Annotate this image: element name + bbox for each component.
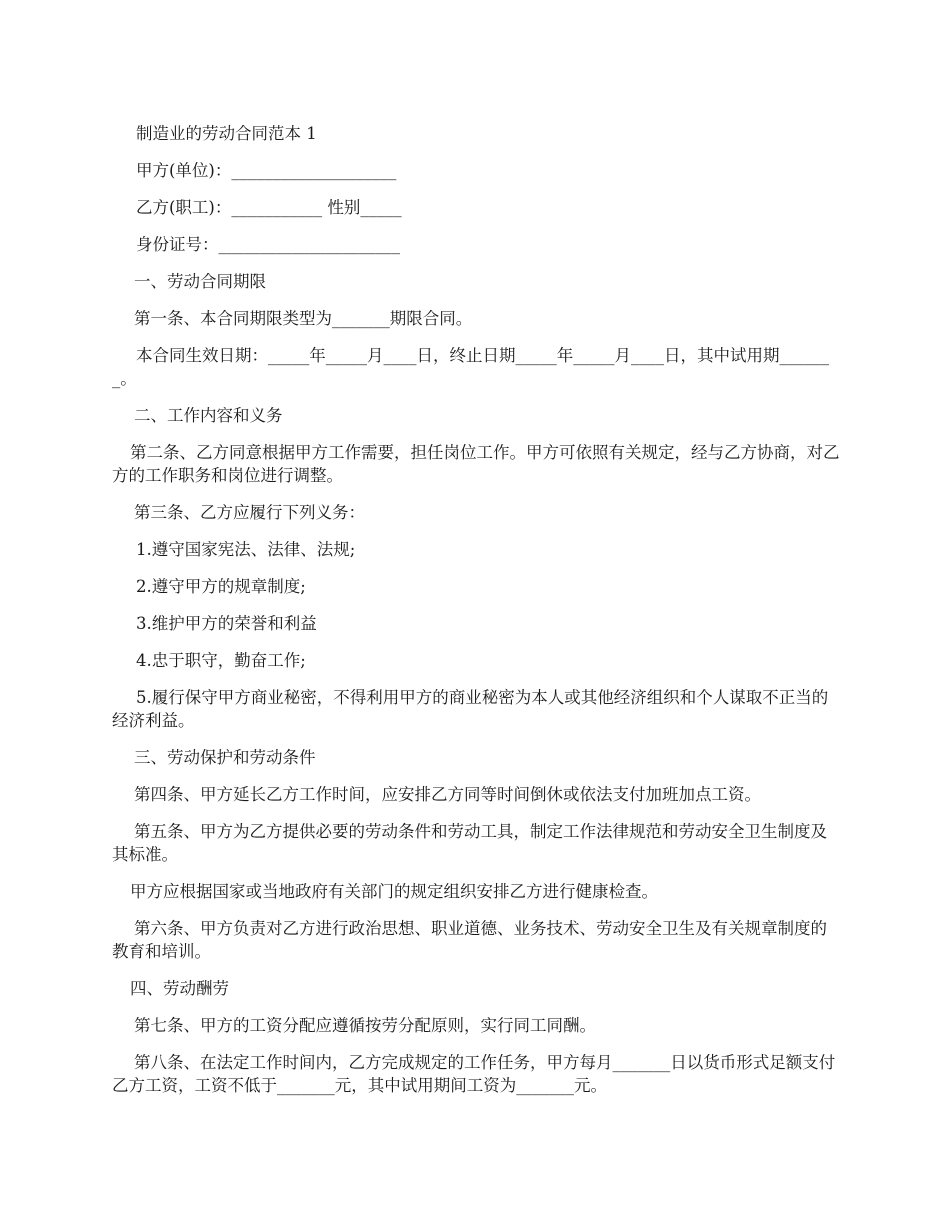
article-7: 第七条、甲方的工资分配应遵循按劳分配原则，实行同工同酬。	[134, 1016, 596, 1035]
document-title: 制造业的劳动合同范本 1	[136, 124, 317, 143]
effective-date-paragraph: 本合同生效日期：_____年_____月____日，终止日期_____年_____月____日，其中试用期_______。	[112, 346, 829, 388]
article-6: 第六条、甲方负责对乙方进行政治思想、职业道德、业务技术、劳动安全卫生及有关规章制度的教育和培训。	[112, 919, 827, 961]
section-3-heading: 三、劳动保护和劳动条件	[134, 748, 316, 767]
health-check-paragraph: 甲方应根据国家或当地政府有关部门的规定组织安排乙方进行健康检查。	[130, 882, 658, 901]
section-4-heading: 四、劳动酬劳	[130, 979, 229, 998]
article-1: 第一条、本合同期限类型为_______期限合同。	[134, 309, 473, 328]
duty-4: 4.忠于职守，勤奋工作;	[136, 651, 306, 670]
article-5: 第五条、甲方为乙方提供必要的劳动条件和劳动工具，制定工作法律规范和劳动安全卫生制度及其标准。	[112, 822, 827, 864]
duty-5: 5.履行保守甲方商业秘密，不得利用甲方的商业秘密为本人或其他经济组织和个人谋取不正当的经济利益。	[112, 688, 829, 730]
id-number-line: 身份证号：______________________	[136, 235, 400, 254]
party-a-line: 甲方(单位)：____________________	[136, 161, 397, 180]
section-1-heading: 一、劳动合同期限	[134, 272, 266, 291]
article-8: 第八条、在法定工作时间内，乙方完成规定的工作任务，甲方每月_______日以货币形式足额支付乙方工资，工资不低于_______元，其中试用期间工资为_______元。	[112, 1053, 836, 1095]
duty-1: 1.遵守国家宪法、法律、法规;	[136, 540, 356, 559]
contract-document	[112, 122, 840, 1111]
article-3: 第三条、乙方应履行下列义务：	[134, 503, 365, 522]
article-4: 第四条、甲方延长乙方工作时间，应安排乙方同等时间倒休或依法支付加班加点工资。	[134, 785, 761, 804]
duty-3: 3.维护甲方的荣誉和利益	[136, 614, 317, 633]
duty-2: 2.遵守甲方的规章制度;	[136, 577, 306, 596]
article-2: 第二条、乙方同意根据甲方工作需要，担任岗位工作。甲方可依照有关规定，经与乙方协商，对乙方的工作职务和岗位进行调整。	[112, 443, 840, 485]
party-b-line: 乙方(职工)：___________ 性别_____	[136, 198, 402, 217]
section-2-heading: 二、工作内容和义务	[134, 406, 283, 425]
